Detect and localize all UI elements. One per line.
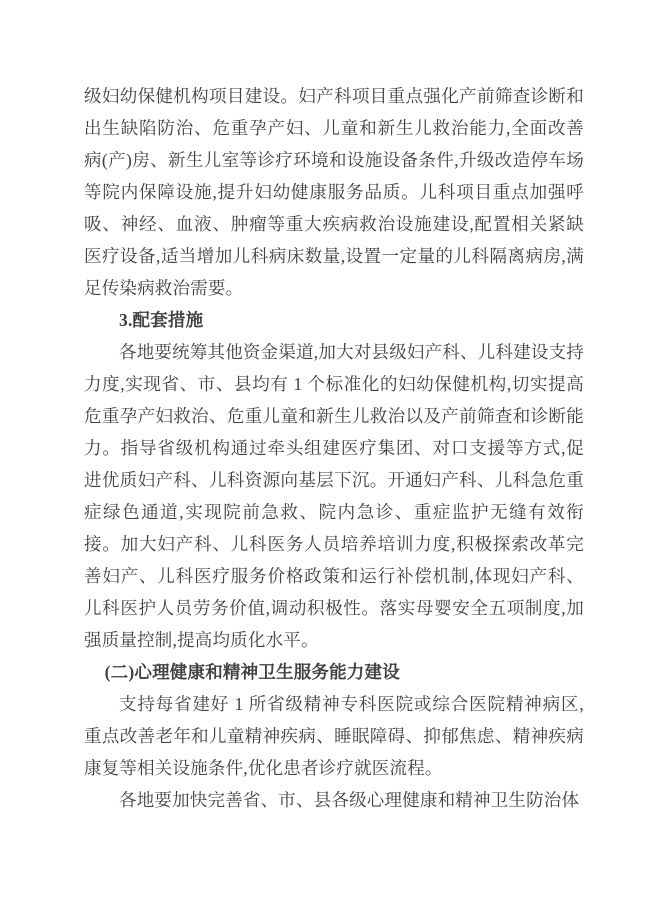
- body-paragraph-prevention-system: 各地要加快完善省、市、县各级心理健康和精神卫生防治体: [119, 790, 580, 810]
- page-content: [84, 80, 584, 816]
- section-heading-mental-health: (二)心理健康和精神卫生服务能力建设: [104, 662, 400, 682]
- body-paragraph-continued: 级妇幼保健机构项目建设。妇产科项目重点强化产前筛查诊断和出生缺陷防治、危重孕产妇、儿童和新生儿救治能力,全面改善病(产)房、新生儿室等诊疗环境和设施设备条件,升级改造停车场等院内保障设施,提升妇幼健康服务品质。儿科项目重点加强呼吸、神经、血液、肿瘤等重大疾病救治设施建设,配置相关紧缺医疗设备,适当增加儿科病床数量,设置一定量的儿科隔离病房,满足传染病救治需要。: [84, 86, 584, 298]
- section-heading-supporting-measures: 3.配套措施: [119, 310, 204, 330]
- body-paragraph-mental-health: 支持每省建好 1 所省级精神专科医院或综合医院精神病区,重点改善老年和儿童精神疾病、睡眠障碍、抑郁焦虑、精神疾病康复等相关设施条件,优化患者诊疗就医流程。: [84, 694, 584, 778]
- body-paragraph-supporting-measures: 各地要统筹其他资金渠道,加大对县级妇产科、儿科建设支持力度,实现省、市、县均有 1 个标准化的妇幼保健机构,切实提高危重孕产妇救治、危重儿童和新生儿救治以及产前筛查和诊断能力。指导省级机构通过牵头组建医疗集团、对口支援等方式,促进优质妇产科、儿科资源向基层下沉。开通妇产科、儿科急危重症绿色通道,实现院前急救、院内急诊、重症监护无缝有效衔接。加大妇产科、儿科医务人员培养培训力度,积极探索改革完善妇产、儿科医疗服务价格政策和运行补偿机制,体现妇产科、儿科医护人员劳务价值,调动积极性。落实母婴安全五项制度,加强质量控制,提高均质化水平。: [84, 342, 584, 650]
